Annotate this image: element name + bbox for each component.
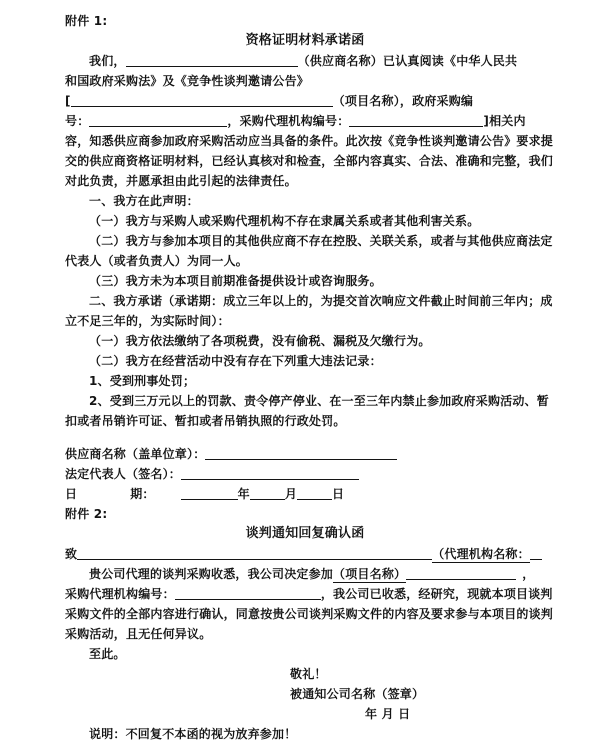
item-line <box>65 251 545 271</box>
text-run: 代表人（或者负责人）为同一人。 <box>65 254 249 268</box>
text-run: 一、我方在此声明： <box>89 194 199 208</box>
fill-in-blank <box>89 113 227 127</box>
fill-in-blank <box>77 546 432 560</box>
legal-rep-sign-line <box>65 464 545 484</box>
para-line <box>65 624 545 644</box>
date-sign-line <box>65 484 545 504</box>
text-run: 采购代理机构编号： <box>65 587 175 601</box>
para-line <box>65 171 545 191</box>
item-line <box>65 231 553 251</box>
text-run: 2、受到三万元以上的罚款、责令停产停业、在一至三年内禁止参加政府采购活动、暂 <box>89 394 549 408</box>
text-run: 附件 1: <box>65 14 108 28</box>
fill-in-blank <box>349 113 483 127</box>
text-run: （供应商名称）已认真阅读《中华人民共 <box>297 54 518 68</box>
text-run: 至此。 <box>89 647 126 661</box>
item-line <box>65 411 545 431</box>
item-line <box>65 331 545 351</box>
text-run: 供应商名称（盖单位章）： <box>65 447 206 461</box>
text-run: （一）我方依法缴纳了各项税费，没有偷税、漏税及欠缴行为。 <box>89 334 431 348</box>
fill-in-blank <box>71 93 333 107</box>
fill-in-blank <box>126 53 298 67</box>
text-run: 说明：不回复不本函的视为放弃参加！ <box>89 727 297 741</box>
para-line <box>65 71 545 91</box>
fill-in-blank <box>181 486 238 500</box>
item-line <box>65 391 549 411</box>
fill-in-blank <box>530 546 542 560</box>
item-line <box>65 271 545 291</box>
text-run: 日 <box>65 487 78 501</box>
fill-in-blank <box>406 566 516 580</box>
text-run: 附件 2: <box>65 507 108 521</box>
text-run: 日 <box>332 487 345 501</box>
text-run: 二、我方承诺（承诺期：成立三年以上的，为提交首次响应文件截止时间前三年内；成 <box>89 294 553 308</box>
text-run: 法定代表人（签名）： <box>65 467 182 481</box>
space-gap <box>77 497 130 498</box>
para-project-line <box>65 91 545 111</box>
item-line <box>65 351 545 371</box>
text-run: （项目名称），政府采购编 <box>332 94 474 108</box>
text-run: 容，知悉供应商参加政府采购活动应当具备的条件。此次按《竞争性谈判邀请公告》要求提 <box>65 134 554 148</box>
text-run: 年 <box>237 487 250 501</box>
letter2-title <box>65 524 545 544</box>
para-line <box>65 604 554 624</box>
underlined-text-run: （代理机构名称： <box>432 547 530 561</box>
closing-line <box>65 644 545 664</box>
note-line <box>65 724 545 744</box>
text-run: 期： <box>130 487 155 501</box>
letter1-title <box>65 31 545 51</box>
para-line <box>65 151 554 171</box>
underlined-text-run: （项目名称） <box>333 567 407 581</box>
para-project-line2 <box>65 564 545 584</box>
to-agency-line <box>65 544 545 564</box>
text-run: 交的供应商资格证明材料，已经认真核对和检查，全部内容真实、合法、准确和完整，我们 <box>65 154 554 168</box>
text-run: 采购文件的全部内容进行确认，同意按贵公司谈判采购文件的内容及要求参与本项目的谈判 <box>65 607 554 621</box>
text-run: ， <box>522 567 535 581</box>
text-run: 致 <box>65 547 78 561</box>
salute-line <box>65 664 545 684</box>
text-run: 号： <box>65 114 90 128</box>
para-line <box>65 131 554 151</box>
fill-in-blank <box>297 486 332 500</box>
para-agency-number-line <box>65 584 553 604</box>
text-run: （二）我方与参加本项目的其他供应商不存在控股、关联关系，或者与其他供应商法定 <box>89 234 553 248</box>
para-line <box>65 311 545 331</box>
text-run: 和国政府采购法》及《竞争性谈判邀请公告》 <box>65 74 310 88</box>
item-line <box>65 371 545 391</box>
fill-in-blank <box>205 446 397 460</box>
para-supplier-line <box>65 51 545 71</box>
section2-heading <box>65 291 553 311</box>
text-run: ]相关内 <box>483 114 526 128</box>
text-run: 敬礼！ <box>290 667 327 681</box>
blank-spacer <box>65 431 545 444</box>
supplier-name-sign-line <box>65 444 545 464</box>
text-run: 被通知公司名称（签章） <box>290 687 425 701</box>
text-run: [ <box>65 94 71 108</box>
text-run: （二）我方在经营活动中没有存在下列重大违法记录： <box>89 354 382 368</box>
date-line2 <box>65 704 545 724</box>
fill-in-blank <box>175 586 321 600</box>
text-run: （三）我方未为本项目前期准备提供设计或咨询服务。 <box>89 274 382 288</box>
text-run: 我们， <box>89 54 126 68</box>
text-run: 1、受到刑事处罚； <box>89 374 196 388</box>
para-number-line <box>65 111 545 131</box>
text-run: 对此负责，并愿承担由此引起的法律责任。 <box>65 174 297 188</box>
text-run: 贵公司代理的谈判采购收悉，我公司决定参加 <box>89 567 334 581</box>
fill-in-blank <box>181 466 359 480</box>
space-gap <box>155 497 181 498</box>
text-run: （一）我方与采购人或采购代理机构不存在隶属关系或者其他利害关系。 <box>89 214 480 228</box>
text-run: 扣或者吊销许可证、暂扣或者吊销执照的行政处罚。 <box>65 414 346 428</box>
section1-heading <box>65 191 545 211</box>
item-line <box>65 211 545 231</box>
fill-in-blank <box>250 486 285 500</box>
text-run: 月 <box>284 487 298 501</box>
text-run: ，我公司已收悉，经研究，现就本项目谈判 <box>320 587 553 601</box>
text-run: 谈判通知回复确认函 <box>245 526 365 541</box>
text-run: 年 月 日 <box>365 707 411 721</box>
text-run: 采购活动，且无任何异议。 <box>65 627 212 641</box>
text-run: 立不足三年的，为实际时间）： <box>65 314 230 328</box>
notified-company-line <box>65 684 545 704</box>
attachment1-label <box>65 11 545 31</box>
attachment2-label <box>65 504 545 524</box>
text-run: ，采购代理机构编号： <box>227 114 350 128</box>
text-run: 资格证明材料承诺函 <box>245 33 365 48</box>
